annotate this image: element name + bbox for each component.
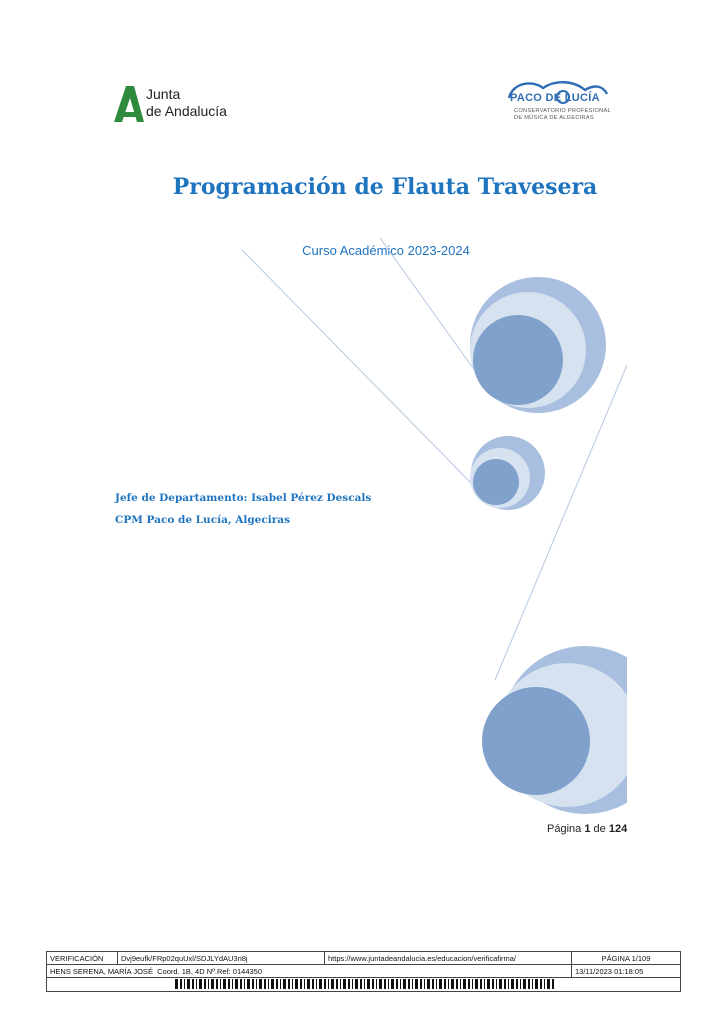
verification-signer-row <box>47 965 572 978</box>
verification-code: Dvj9eufk/FRp02quUxl/SDJLYdAU3n8j <box>118 952 325 965</box>
verification-date: 13/11/2023 01:18:05 <box>572 965 681 978</box>
school-name: CPM Paco de Lucía, Algeciras <box>115 514 290 526</box>
page-total: 124 <box>608 823 628 835</box>
document-title: Programación de Flauta Travesera <box>172 174 598 200</box>
verification-url[interactable]: https://www.juntadeandalucia.es/educacion/verificafirma/ <box>325 952 572 965</box>
verification-label: VERIFICACIÓN <box>47 952 118 965</box>
verification-signer: HENS SERENA, MARÍA JOSÉ <box>50 966 153 976</box>
junta-logo-line1: Junta <box>146 86 181 102</box>
page-label: Página <box>547 823 582 835</box>
page-current: 1 <box>584 823 591 835</box>
barcode-icon <box>175 979 555 989</box>
page-of: de <box>593 823 606 835</box>
department-head: Jefe de Departamento: Isabel Pérez Descals <box>115 492 372 504</box>
paco-logo-sub2: DE MÚSICA DE ALGECIRAS <box>514 115 594 121</box>
verification-coord: Coord. 1B, 4D Nº.Ref: 0144350 <box>157 966 263 976</box>
paco-logo-sub1: CONSERVATORIO PROFESIONAL <box>514 108 611 114</box>
page-number <box>547 823 627 835</box>
verification-page: PÁGINA 1/109 <box>572 952 681 965</box>
paco-logo-name: PACO DE LUCÍA <box>510 92 600 104</box>
document-subtitle: Curso Académico 2023-2024 <box>302 243 470 258</box>
junta-logo-line2: de Andalucía <box>146 103 227 119</box>
